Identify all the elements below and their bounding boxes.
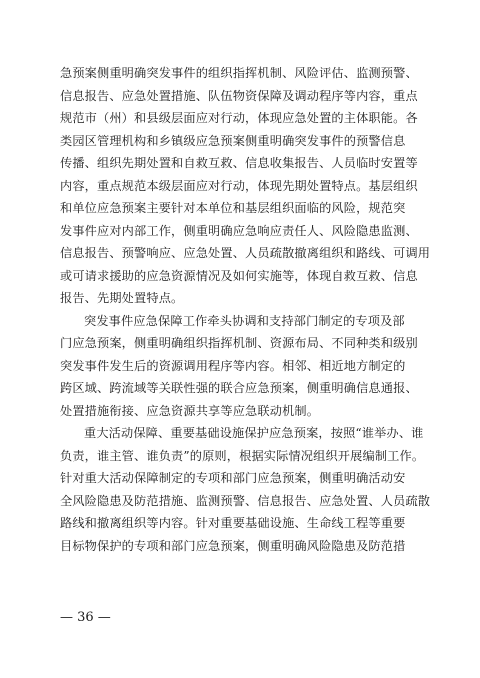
text-line-7: 和单位应急预案主要针对本单位和基层组织面临的风险，规范突 — [60, 201, 406, 215]
paragraph-start-line: 重大活动保障、重要基础设施保护应急预案，按照“谁举办、谁 — [84, 426, 424, 440]
text-line-5: 传播、组织先期处置和自救互救、信息收集报告、人员临时安置等 — [60, 156, 418, 170]
body-text — [60, 62, 431, 557]
text-line-1: 急预案侧重明确突发事件的组织指挥机制、风险评估、监测预警、 — [60, 66, 418, 80]
text-line-21: 路线和撤离组织等内容。针对重要基础设施、生命线工程等重要 — [60, 516, 406, 530]
text-line-6: 内容，重点规范本级层面应对行动，体现先期处置特点。基层组织 — [60, 178, 418, 193]
text-line-3: 规范市（州）和县级层面应对行动，体现应急处置的主体职能。各 — [60, 111, 418, 125]
text-line-9: 信息报告、预警响应、应急处置、人员疏散撤离组织和路线、可调用 — [60, 246, 431, 260]
paragraph-start-line: 突发事件应急保障工作牵头协调和支持部门制定的专项及部 — [84, 313, 405, 328]
text-line-20: 全风险隐患及防范措施、监测预警、信息报告、应急处置、人员疏散 — [60, 493, 431, 508]
text-line-15: 跨区域、跨流域等关联性强的联合应急预案，侧重明确信息通报、 — [60, 381, 418, 395]
text-line-13: 门应急预案，侧重明确组织指挥机制、资源布局、不同种类和级别 — [60, 336, 418, 350]
text-line-22: 目标物保护的专项和部门应急预案，侧重明确风险隐患及防范措 — [60, 538, 406, 553]
text-line-11: 报告、先期处置特点。 — [60, 291, 184, 305]
text-line-14: 突发事件发生后的资源调用程序等内容。相邻、相近地方制定的 — [60, 358, 406, 373]
page-number: — 36 — — [60, 610, 111, 625]
text-line-8: 发事件应对内部工作，侧重明确应急响应责任人、风险隐患监测、 — [60, 223, 418, 238]
text-line-2: 信息报告、应急处置措施、队伍物资保障及调动程序等内容，重点 — [60, 88, 418, 103]
text-line-10: 或可请求援助的应急资源情况及如何实施等，体现自救互救、信息 — [60, 268, 418, 283]
text-line-18: 负责，谁主管、谁负责”的原则，根据实际情况组织开展编制工作。 — [60, 448, 425, 463]
text-line-19: 针对重大活动保障制定的专项和部门应急预案，侧重明确活动安 — [60, 471, 406, 485]
text-line-16: 处置措施衔接、应急资源共享等应急联动机制。 — [60, 403, 320, 418]
text-line-4: 类园区管理机构和乡镇级应急预案侧重明确突发事件的预警信息 — [60, 133, 406, 148]
